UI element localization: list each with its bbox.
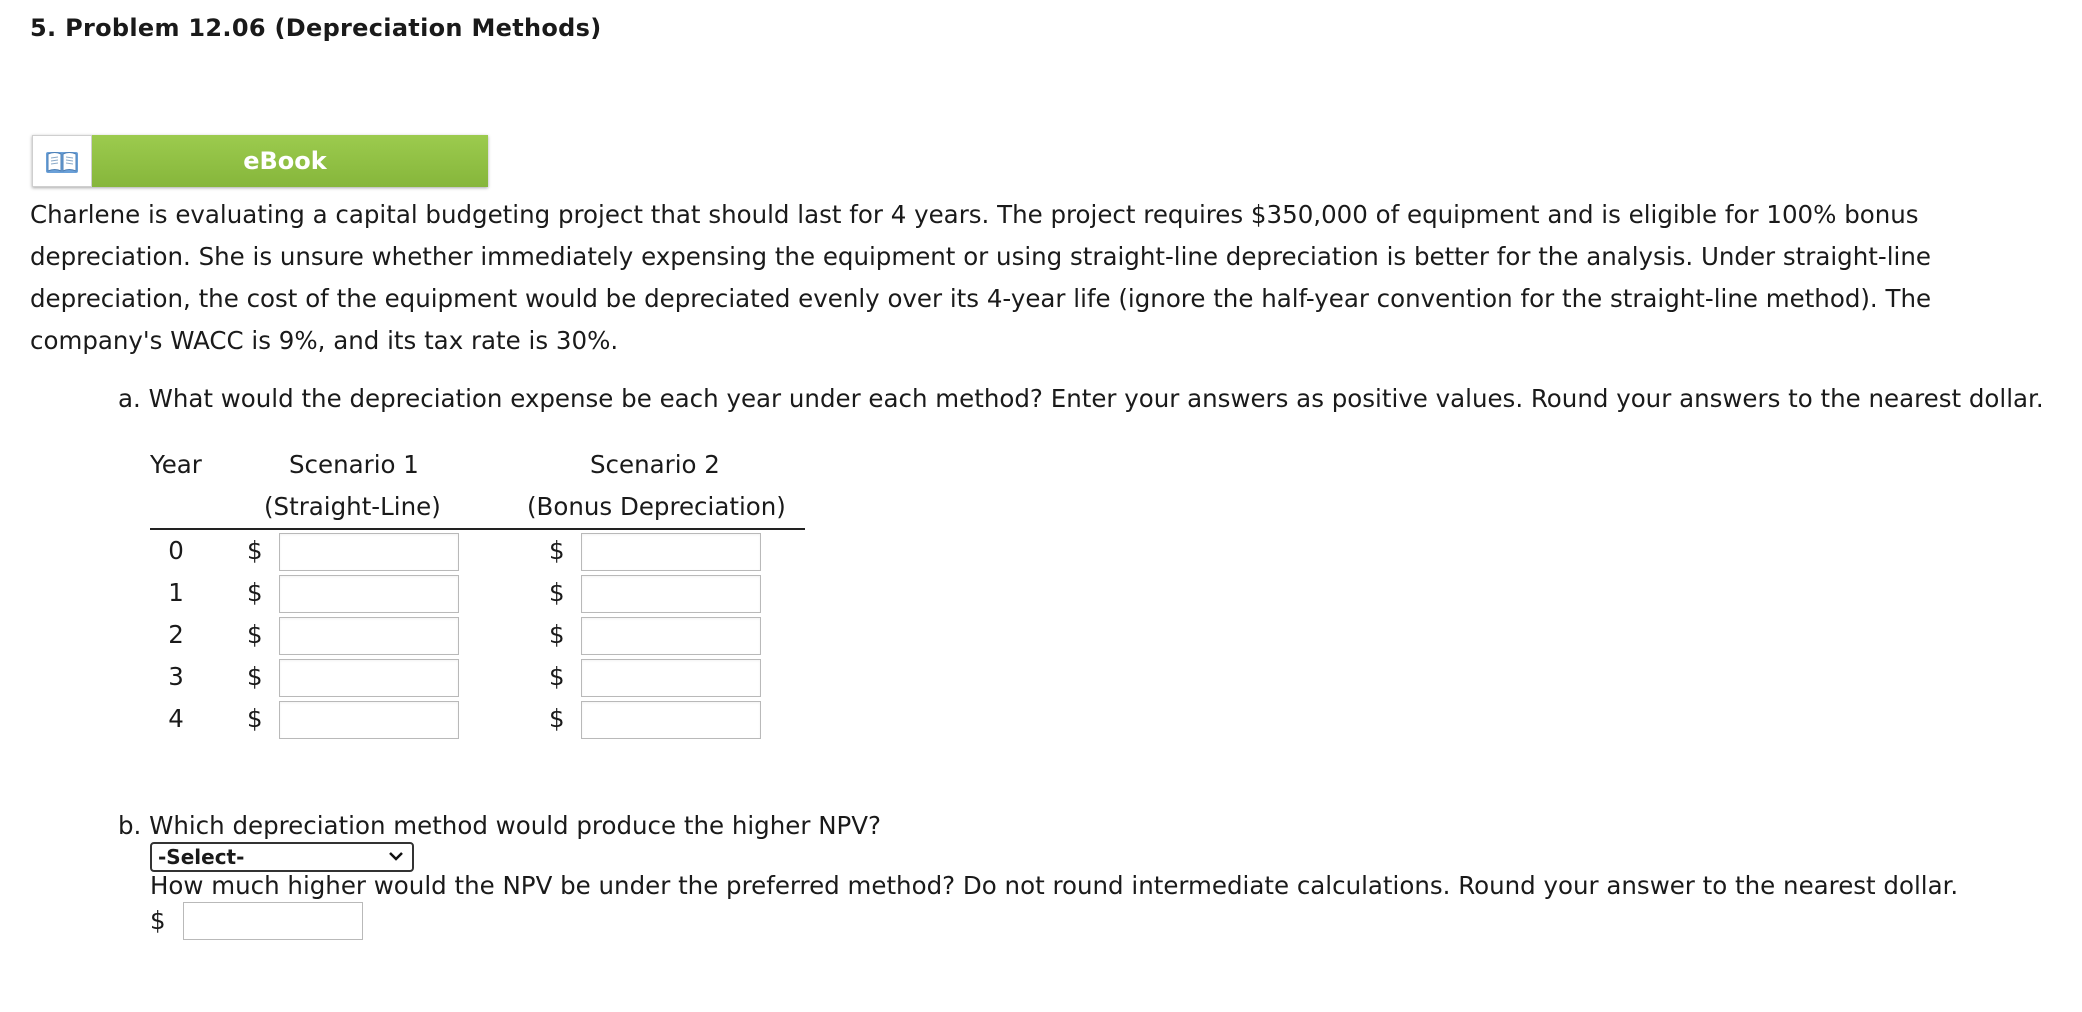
year-header: Year <box>150 450 202 479</box>
table-row <box>150 698 805 740</box>
dollar-sign: $ <box>247 620 263 649</box>
dollar-sign: $ <box>549 662 565 691</box>
table-row <box>150 572 805 614</box>
scenario1-year3-input[interactable] <box>279 659 459 697</box>
year-cell: 1 <box>168 578 184 607</box>
table-row <box>150 614 805 656</box>
ebook-icon-box[interactable] <box>32 135 92 187</box>
scenario2-year0-input[interactable] <box>581 533 761 571</box>
dollar-sign: $ <box>549 536 565 565</box>
scenario1-year2-input[interactable] <box>279 617 459 655</box>
scenario2-year3-input[interactable] <box>581 659 761 697</box>
scenario1-year4-input[interactable] <box>279 701 459 739</box>
dollar-sign: $ <box>549 704 565 733</box>
dollar-sign: $ <box>247 704 263 733</box>
dollar-sign: $ <box>247 578 263 607</box>
question-a: a. What would the depreciation expense be each year under each method? Enter your answers as positive values. Round your answers to the nearest dollar. <box>118 384 2044 413</box>
question-b-followup: How much higher would the NPV be under the preferred method? Do not round intermediate calculations. Round your answer to the nearest dollar. <box>150 871 1959 900</box>
problem-intro: Charlene is evaluating a capital budgeting project that should last for 4 years. The project requires $350,000 of equipment and is eligible for 100% bonus depreciation. She is unsure whether immediately expensing the equipment or using straight-line depreciation is better for the analysis. Under straight-line depreciation, the cost of the equipment would be depreciated evenly over its 4-year life (ignore the half-year convention for the straight-line method). The company's WACC is 9%, and its tax rate is 30%. <box>30 200 1932 355</box>
scenario2-year1-input[interactable] <box>581 575 761 613</box>
dollar-sign: $ <box>247 536 263 565</box>
table-row <box>150 656 805 698</box>
open-book-icon <box>45 147 79 175</box>
scenario1-year1-input[interactable] <box>279 575 459 613</box>
year-cell: 2 <box>168 620 184 649</box>
year-cell: 4 <box>168 704 184 733</box>
year-cell: 3 <box>168 662 184 691</box>
table-header-row <box>150 444 805 486</box>
scenario2-year2-input[interactable] <box>581 617 761 655</box>
dollar-sign: $ <box>247 662 263 691</box>
dollar-sign: $ <box>549 578 565 607</box>
chevron-down-icon <box>388 850 404 862</box>
ebook-button[interactable] <box>32 135 488 187</box>
dollar-sign: $ <box>549 620 565 649</box>
npv-difference-input[interactable] <box>183 902 363 940</box>
scenario2-year4-input[interactable] <box>581 701 761 739</box>
scenario2-header: Scenario 2 <box>590 450 720 479</box>
scenario1-year0-input[interactable] <box>279 533 459 571</box>
scenario2-subheader: (Bonus Depreciation) <box>527 492 786 521</box>
scenario1-header: Scenario 1 <box>289 450 419 479</box>
ebook-label[interactable]: eBook <box>92 135 488 187</box>
depreciation-table <box>150 444 805 740</box>
year-cell: 0 <box>168 536 184 565</box>
table-subheader-row <box>150 486 805 528</box>
dollar-sign: $ <box>150 906 166 935</box>
question-b: b. Which depreciation method would produce the higher NPV? <box>118 811 882 840</box>
table-row <box>150 530 805 572</box>
select-value: -Select- <box>158 845 245 869</box>
scenario1-subheader: (Straight-Line) <box>264 492 441 521</box>
problem-title: 5. Problem 12.06 (Depreciation Methods) <box>30 14 602 42</box>
